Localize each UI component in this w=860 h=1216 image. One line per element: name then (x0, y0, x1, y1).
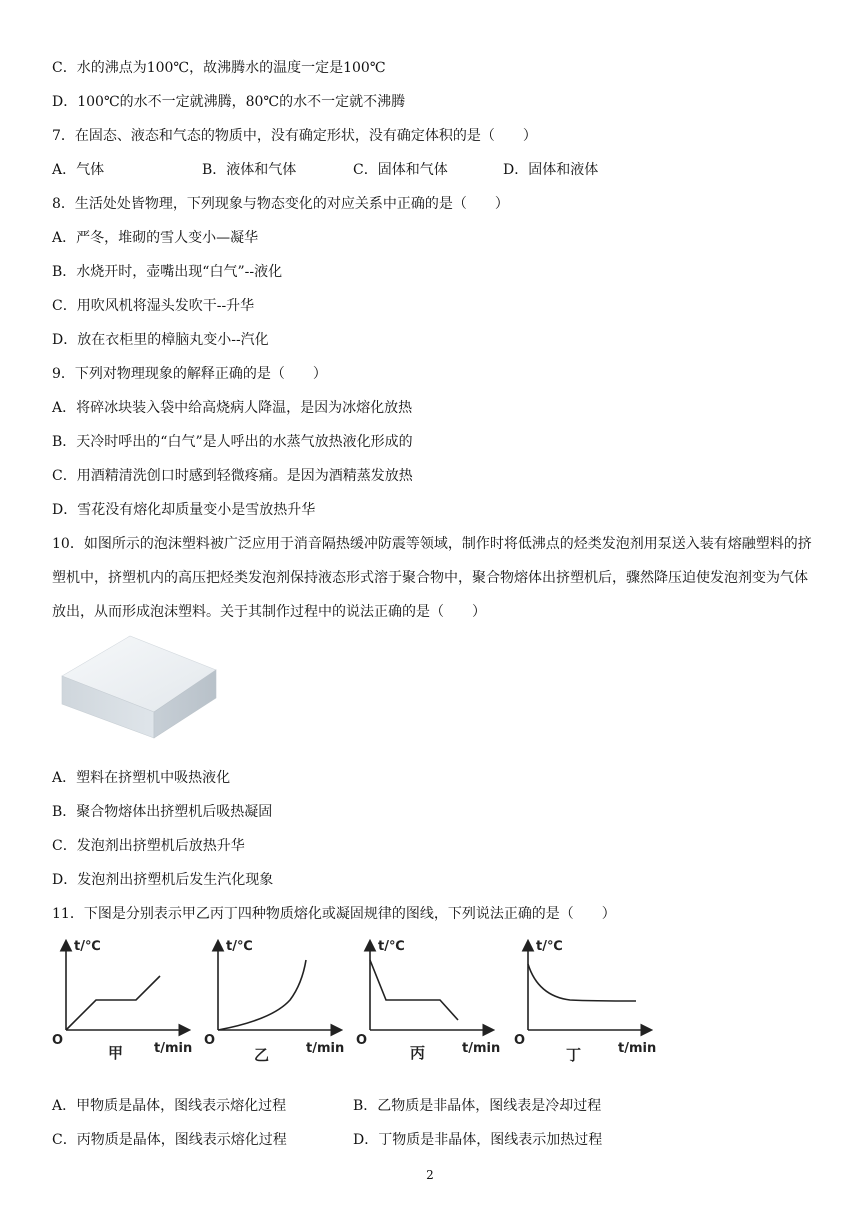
caption-ding: 丁 (566, 1046, 582, 1064)
caption-yi: 乙 (254, 1046, 270, 1064)
x-axis-label: t/min (154, 1041, 193, 1056)
graph-bing (354, 938, 501, 1062)
x-axis-label: t/min (306, 1041, 345, 1056)
origin-label: O (204, 1033, 216, 1048)
caption-jia: 甲 (108, 1044, 124, 1062)
graph-yi (202, 938, 345, 1064)
q8-stem: 8．生活处处皆物理，下列现象与物态变化的对应关系中正确的是（ ） (52, 196, 509, 212)
q9-option-b: B．天冷时呼出的“白气”是人呼出的水蒸气放热液化形成的 (52, 434, 413, 450)
q7-option-d: D．固体和液体 (503, 162, 599, 178)
q8-option-b: B．水烧开时，壶嘴出现“白气”--液化 (52, 264, 283, 280)
q10-stem: 10．如图所示的泡沫塑料被广泛应用于消音隔热缓冲防震等领域，制作时将低沸点的烃类发泡剂用泵送入装有熔融塑料的挤塑机中，挤塑机内的高压把烃类发泡剂保持液态形式溶于聚合物中，聚合物熔体出挤塑机后，骤然降压迫使发泡剂变为气体放出，从而形成泡沫塑料。关于其制作过程中的说法正确的是（ ） (52, 536, 812, 620)
q9-stem: 9．下列对物理现象的解释正确的是（ ） (52, 366, 327, 382)
origin-label: O (514, 1033, 526, 1048)
curve-bing (370, 960, 458, 1020)
origin-label: O (356, 1033, 368, 1048)
y-axis-label: t/℃ (536, 939, 563, 954)
q7-option-b: B．液体和气体 (202, 162, 297, 178)
q10-option-b: B．聚合物熔体出挤塑机后吸热凝固 (52, 804, 273, 820)
x-axis-label: t/min (618, 1041, 657, 1056)
q11-option-d: D．丁物质是非晶体，图线表示加热过程 (353, 1132, 603, 1148)
graph-jia (50, 938, 193, 1062)
q8-option-a: A．严冬，堆砌的雪人变小—凝华 (52, 230, 259, 246)
foam-plastic-image (58, 632, 220, 740)
y-axis-label: t/℃ (378, 939, 405, 954)
q6-option-c: C．水的沸点为100℃，故沸腾水的温度一定是100℃ (52, 60, 386, 76)
curve-jia (66, 976, 160, 1030)
q8-option-c: C．用吹风机将湿头发吹干--升华 (52, 298, 255, 314)
graph-ding (512, 938, 657, 1064)
q11-option-c: C．丙物质是晶体，图线表示熔化过程 (52, 1132, 287, 1148)
caption-bing: 丙 (410, 1044, 426, 1062)
q10-option-d: D．发泡剂出挤塑机后发生汽化现象 (52, 872, 274, 888)
y-axis-label: t/℃ (226, 939, 253, 954)
x-axis-label: t/min (462, 1041, 501, 1056)
q7-stem: 7．在固态、液态和气态的物质中，没有确定形状，没有确定体积的是（ ） (52, 128, 537, 144)
q8-option-d: D．放在衣柜里的樟脑丸变小--汽化 (52, 332, 269, 348)
q11-stem: 11．下图是分别表示甲乙丙丁四种物质熔化或凝固规律的图线，下列说法正确的是（ ） (52, 906, 616, 922)
q10-option-a: A．塑料在挤塑机中吸热液化 (52, 770, 231, 786)
q9-option-c: C．用酒精清洗创口时感到轻微疼痛。是因为酒精蒸发放热 (52, 468, 413, 484)
q11-option-a: A．甲物质是晶体，图线表示熔化过程 (52, 1098, 287, 1114)
q6-option-d: D．100℃的水不一定就沸腾，80℃的水不一定就不沸腾 (52, 94, 406, 110)
q11-option-b: B．乙物质是非晶体，图线表是冷却过程 (353, 1098, 602, 1114)
curve-ding (528, 964, 636, 1001)
q7-option-a: A．气体 (52, 162, 105, 178)
q10-option-c: C．发泡剂出挤塑机后放热升华 (52, 838, 245, 854)
q7-option-c: C．固体和气体 (353, 162, 448, 178)
origin-label: O (52, 1033, 64, 1048)
q9-option-d: D．雪花没有熔化却质量变小是雪放热升华 (52, 502, 316, 518)
q9-option-a: A．将碎冰块装入袋中给高烧病人降温，是因为冰熔化放热 (52, 400, 413, 416)
curve-yi (218, 960, 306, 1030)
page-number: 2 (426, 1168, 434, 1182)
y-axis-label: t/℃ (74, 939, 101, 954)
